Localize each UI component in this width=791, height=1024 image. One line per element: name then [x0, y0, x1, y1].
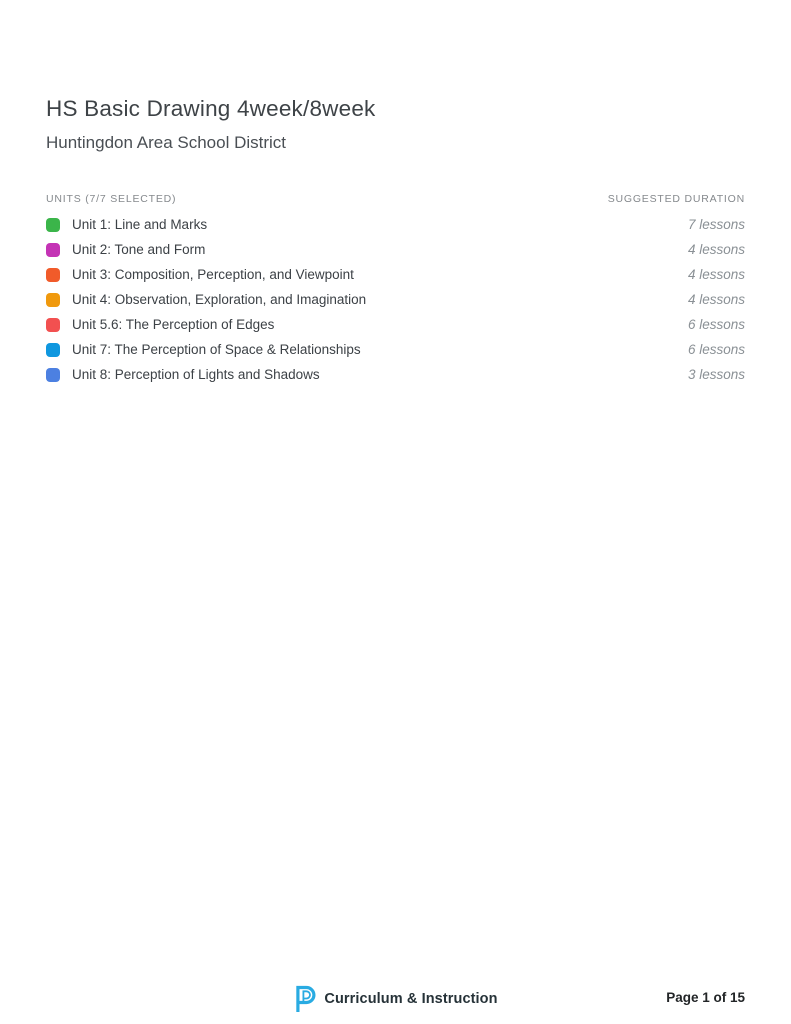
- page-number: Page 1 of 15: [666, 990, 745, 1005]
- suggested-duration-header: SUGGESTED DURATION: [607, 193, 745, 205]
- unit-row: [46, 362, 745, 387]
- page-title: HS Basic Drawing 4week/8week: [46, 96, 376, 121]
- page-subtitle: Huntingdon Area School District: [46, 133, 287, 152]
- units-header-row: [46, 193, 745, 205]
- unit-duration: 6 lessons: [687, 342, 745, 357]
- unit-duration: 3 lessons: [687, 367, 745, 382]
- unit-color-checkbox: [46, 218, 60, 232]
- unit-label: Unit 3: Composition, Perception, and Viewpoint: [72, 267, 354, 282]
- page-footer: [46, 985, 745, 1015]
- unit-duration: 4 lessons: [687, 292, 745, 307]
- brand-p-logo-icon: [293, 985, 315, 1013]
- unit-label: Unit 1: Line and Marks: [72, 217, 208, 232]
- unit-label: Unit 4: Observation, Exploration, and Imagination: [72, 292, 367, 307]
- unit-duration: 6 lessons: [687, 317, 745, 332]
- unit-label: Unit 5.6: The Perception of Edges: [72, 317, 275, 332]
- unit-duration: 4 lessons: [687, 242, 745, 257]
- unit-color-checkbox: [46, 368, 60, 382]
- brand-name: Curriculum & Instruction: [324, 991, 498, 1007]
- unit-row: [46, 212, 745, 237]
- unit-color-checkbox: [46, 343, 60, 357]
- unit-row: [46, 337, 745, 362]
- unit-row: [46, 262, 745, 287]
- unit-color-checkbox: [46, 293, 60, 307]
- unit-duration: 7 lessons: [687, 217, 745, 232]
- footer-brand: [293, 985, 497, 1013]
- unit-row: [46, 287, 745, 312]
- unit-color-checkbox: [46, 243, 60, 257]
- units-list: [46, 212, 745, 387]
- unit-duration: 4 lessons: [687, 267, 745, 282]
- unit-color-checkbox: [46, 318, 60, 332]
- units-header-label: UNITS (7/7 SELECTED): [46, 193, 177, 205]
- unit-label: Unit 8: Perception of Lights and Shadows: [72, 367, 320, 382]
- unit-label: Unit 2: Tone and Form: [72, 242, 206, 257]
- unit-label: Unit 7: The Perception of Space & Relationships: [72, 342, 361, 357]
- unit-color-checkbox: [46, 268, 60, 282]
- unit-row: [46, 237, 745, 262]
- page-content: [46, 0, 745, 387]
- unit-row: [46, 312, 745, 337]
